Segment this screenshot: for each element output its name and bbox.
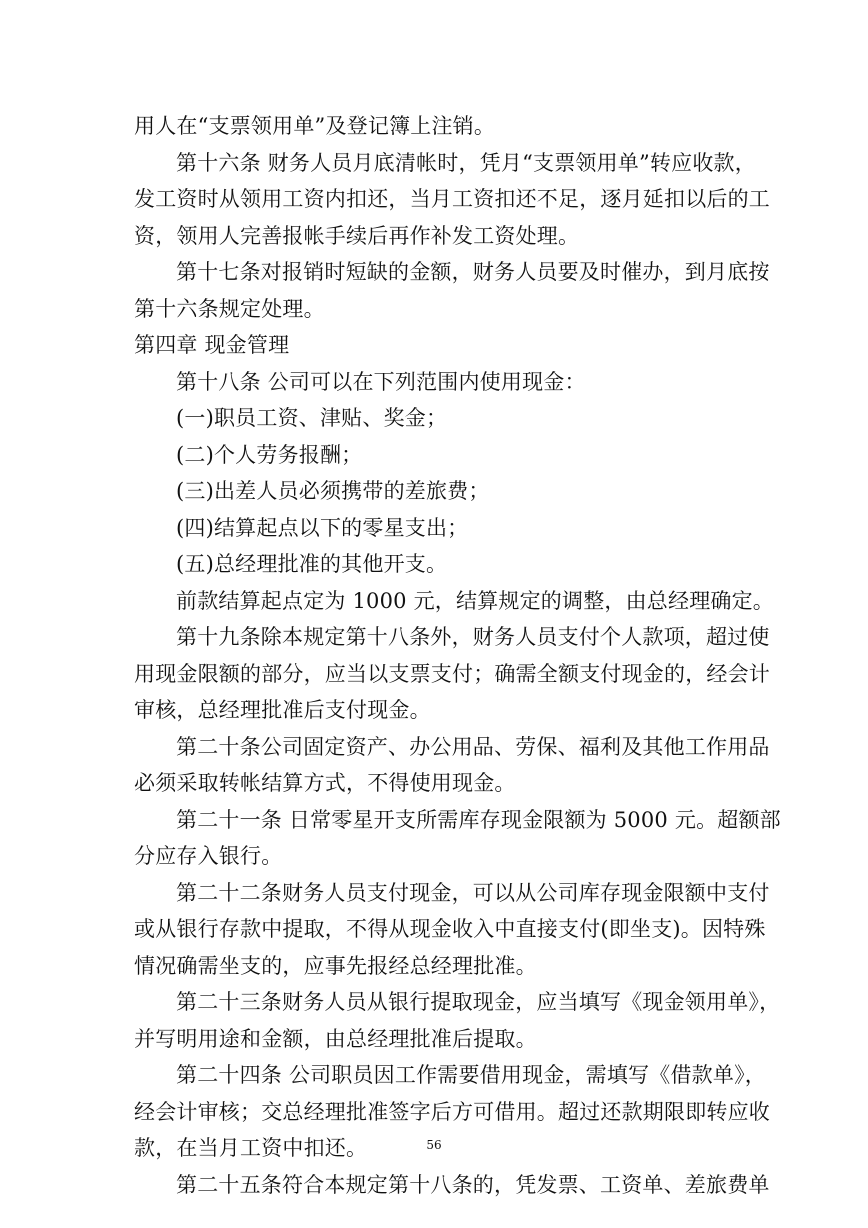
text-line: 第二十三条财务人员从银行提取现金，应当填写《现金领用单》， (176, 990, 781, 1014)
text-line: 第十六条 财务人员月底清帐时，凭月“支票领用单”转应收款， (176, 150, 756, 175)
text-line: 款，在当月工资中扣还。 (134, 1136, 368, 1160)
text-line: 用现金限额的部分，应当以支票支付；确需全额支付现金的，经会计 (134, 661, 770, 686)
text-line: 第四章 现金管理 (134, 333, 290, 357)
page-number: 56 (426, 1138, 442, 1152)
text-line: 第十八条 公司可以在下列范围内使用现金： (176, 369, 586, 394)
text-line: (三)出差人员必须携带的差旅费； (176, 479, 490, 503)
text-line: 第二十二条财务人员支付现金，可以从公司库存现金限额中支付 (176, 880, 770, 905)
text-line: 审核，总经理批准后支付现金。 (134, 698, 431, 722)
text-line: (四)结算起点以下的零星支出； (176, 515, 469, 540)
text-line: (五)总经理批准的其他开支。 (176, 552, 448, 576)
text-line: 经会计审核；交总经理批准签字后方可借用。超过还款期限即转应收 (134, 1099, 770, 1124)
text-line: 并写明用途和金额，由总经理批准后提取。 (134, 1026, 537, 1051)
text-line: 必须采取转帐结算方式，不得使用现金。 (134, 771, 516, 795)
text-line: 第十九条除本规定第十八条外，财务人员支付个人款项，超过使 (176, 625, 770, 649)
text-line: 第二十五条符合本规定第十八条的，凭发票、工资单、差旅费单 (176, 1172, 770, 1197)
text-line: 第十六条规定处理。 (134, 296, 325, 321)
text-line: 情况确需坐支的，应事先报经总经理批准。 (134, 953, 537, 978)
text-line: 前款结算起点定为 1000 元，结算规定的调整，由总经理确定。 (176, 588, 774, 613)
text-line: (二)个人劳务报酬； (176, 442, 363, 467)
text-line: 第二十一条 日常零星开支所需库存现金限额为 5000 元。超额部 (176, 807, 781, 832)
text-line: 第二十条公司固定资产、办公用品、劳保、福利及其他工作用品 (176, 734, 770, 759)
text-line: 分应存入银行。 (134, 844, 283, 868)
text-line: 第十七条对报销时短缺的金额，财务人员要及时催办，到月底按 (176, 260, 770, 284)
document-body (134, 108, 781, 1203)
text-line: 资，领用人完善报帐手续后再作补发工资处理。 (134, 223, 580, 248)
text-line: (一)职员工资、津贴、奖金； (176, 406, 448, 430)
text-line: 第二十四条 公司职员因工作需要借用现金，需填写《借款单》， (176, 1063, 766, 1087)
text-line: 或从银行存款中提取，不得从现金收入中直接支付(即坐支)。因特殊 (134, 917, 766, 941)
text-line: 用人在“支票领用单”及登记簿上注销。 (134, 114, 496, 138)
text-line: 发工资时从领用工资内扣还，当月工资扣还不足，逐月延扣以后的工 (134, 187, 770, 211)
